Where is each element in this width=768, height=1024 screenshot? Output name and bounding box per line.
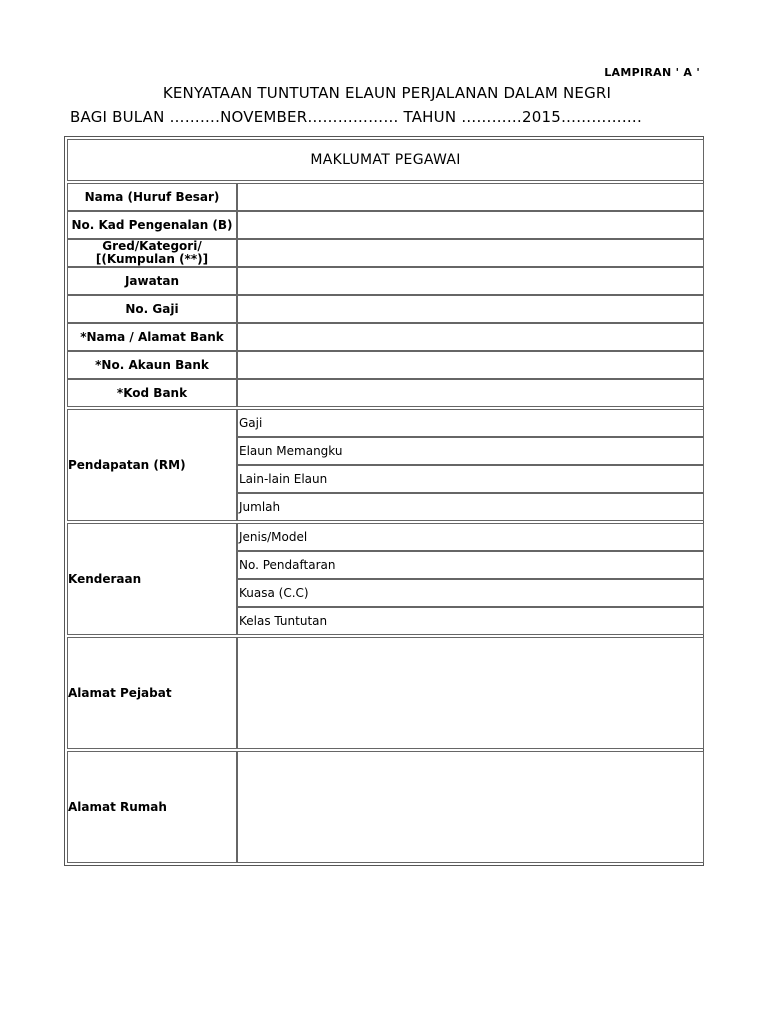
kenderaan-item-kuasa[interactable]: Kuasa (C.C) [237, 579, 704, 607]
alamat-rumah-label: Alamat Rumah [67, 751, 237, 863]
pendapatan-item-lain-lain-elaun[interactable]: Lain-lain Elaun [237, 465, 704, 493]
field-label-kad-pengenalan: No. Kad Pengenalan (B) [67, 211, 237, 239]
pendapatan-item-jumlah[interactable]: Jumlah [237, 493, 704, 521]
kenderaan-label: Kenderaan [67, 523, 237, 635]
alamat-pejabat-value[interactable] [237, 637, 704, 749]
pendapatan-item-gaji[interactable]: Gaji [237, 409, 704, 437]
field-value-kod-bank[interactable] [237, 379, 704, 407]
kenderaan-row [67, 523, 704, 551]
lampiran-label: LAMPIRAN ' A ' [604, 66, 700, 79]
alamat-rumah-value[interactable] [237, 751, 704, 863]
field-row-jawatan [67, 267, 704, 295]
pendapatan-label: Pendapatan (RM) [67, 409, 237, 521]
field-row-akaun-bank [67, 351, 704, 379]
field-label-alamat-bank: *Nama / Alamat Bank [67, 323, 237, 351]
document-subtitle: BAGI BULAN ……….NOVEMBER……………… TAHUN …………2015……………. [70, 108, 642, 126]
field-label-no-gaji: No. Gaji [67, 295, 237, 323]
section-title: MAKLUMAT PEGAWAI [67, 139, 704, 181]
alamat-pejabat-row [67, 637, 704, 749]
field-value-no-gaji[interactable] [237, 295, 704, 323]
kenderaan-item-kelas-tuntutan[interactable]: Kelas Tuntutan [237, 607, 704, 635]
field-value-akaun-bank[interactable] [237, 351, 704, 379]
kenderaan-item-jenis-model[interactable]: Jenis/Model [237, 523, 704, 551]
field-label-gred: Gred/Kategori/ [(Kumpulan (**)] [67, 239, 237, 267]
field-row-kod-bank [67, 379, 704, 407]
field-row-nama [67, 183, 704, 211]
field-row-alamat-bank [67, 323, 704, 351]
field-label-akaun-bank: *No. Akaun Bank [67, 351, 237, 379]
field-label-nama: Nama (Huruf Besar) [67, 183, 237, 211]
form-table [67, 139, 704, 863]
field-value-kad-pengenalan[interactable] [237, 211, 704, 239]
alamat-rumah-row [67, 751, 704, 863]
document-title: KENYATAAN TUNTUTAN ELAUN PERJALANAN DALAM NEGRI [162, 84, 612, 102]
alamat-pejabat-label: Alamat Pejabat [67, 637, 237, 749]
field-value-nama[interactable] [237, 183, 704, 211]
field-label-kod-bank: *Kod Bank [67, 379, 237, 407]
field-value-alamat-bank[interactable] [237, 323, 704, 351]
field-row-no-gaji [67, 295, 704, 323]
maklumat-pegawai-form [64, 136, 704, 866]
pendapatan-row [67, 409, 704, 437]
kenderaan-item-no-pendaftaran[interactable]: No. Pendaftaran [237, 551, 704, 579]
field-row-gred [67, 239, 704, 267]
field-row-kad-pengenalan [67, 211, 704, 239]
pendapatan-item-elaun-memangku[interactable]: Elaun Memangku [237, 437, 704, 465]
field-label-jawatan: Jawatan [67, 267, 237, 295]
field-value-jawatan[interactable] [237, 267, 704, 295]
field-value-gred[interactable] [237, 239, 704, 267]
